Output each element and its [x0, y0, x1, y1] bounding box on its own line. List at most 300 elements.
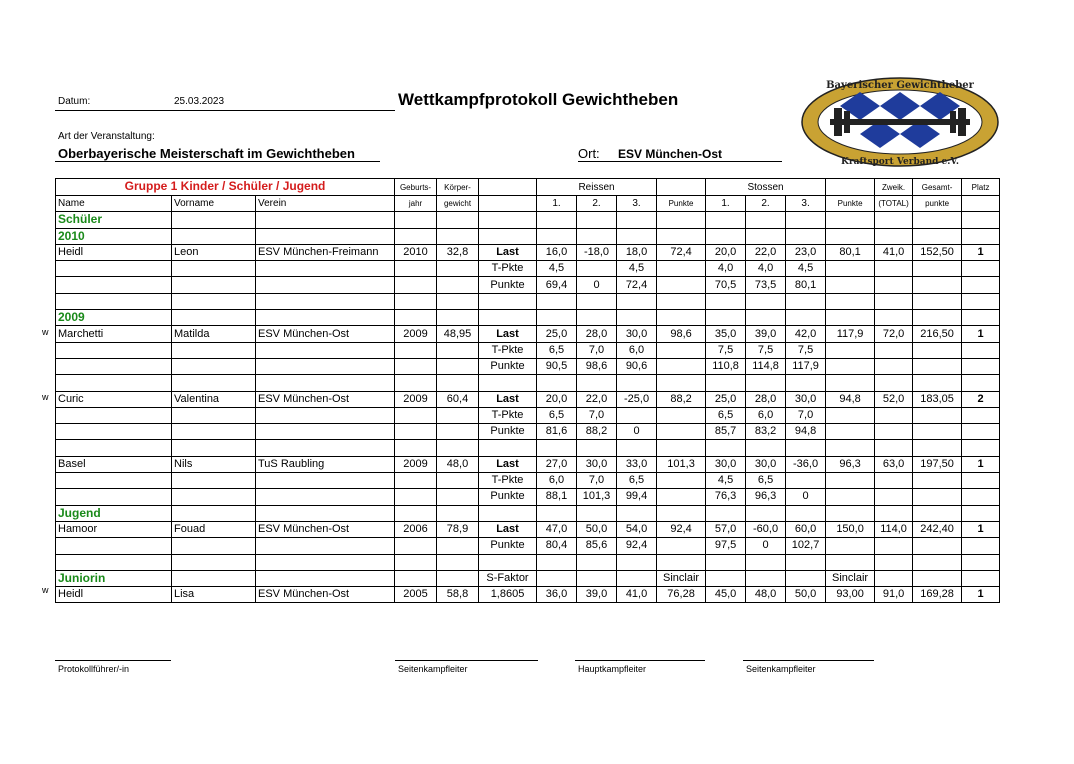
athlete-gewicht: 78,9	[437, 521, 479, 537]
reissen-attempt: -18,0	[577, 244, 617, 260]
table-cell	[746, 554, 786, 570]
reissen-attempt: 47,0	[537, 521, 577, 537]
table-cell	[657, 293, 706, 309]
table-cell	[786, 293, 826, 309]
table-cell	[962, 505, 1000, 521]
athlete-verein: ESV München-Freimann	[256, 244, 395, 260]
section-label: Jugend	[56, 505, 172, 521]
athlete-gesamt: 152,50	[913, 244, 962, 260]
table-cell	[786, 212, 826, 228]
table-cell	[962, 440, 1000, 456]
col-reissen: Reissen	[537, 179, 657, 196]
row-label-punkte: Punkte	[479, 538, 537, 554]
table-cell	[875, 424, 913, 440]
table-cell	[746, 505, 786, 521]
reissen-attempt: 25,0	[537, 326, 577, 342]
reissen-tpkte: 7,0	[577, 342, 617, 358]
athlete-vorname: Lisa	[172, 587, 256, 603]
stossen-tpkte: 7,5	[746, 342, 786, 358]
sig-line-haupt	[575, 660, 705, 661]
table-cell	[172, 554, 256, 570]
athlete-gewicht: 32,8	[437, 244, 479, 260]
reissen-punkte: 99,4	[617, 489, 657, 505]
table-cell	[537, 310, 577, 326]
table-cell	[657, 407, 706, 423]
table-cell	[395, 277, 437, 293]
table-cell	[479, 310, 537, 326]
reissen-attempt: 54,0	[617, 521, 657, 537]
stossen-attempt: 30,0	[786, 391, 826, 407]
reissen-punkte: 101,3	[657, 456, 706, 472]
table-cell	[746, 293, 786, 309]
col-gewicht: gewicht	[437, 196, 479, 212]
table-cell	[657, 342, 706, 358]
table-cell	[56, 277, 172, 293]
stossen-punkte: 117,9	[826, 326, 875, 342]
table-cell	[962, 538, 1000, 554]
reissen-attempt: 16,0	[537, 244, 577, 260]
col-s1: 1.	[706, 196, 746, 212]
stossen-punkte: 80,1	[786, 277, 826, 293]
event-name: Oberbayerische Meisterschaft im Gewichtheben	[58, 146, 355, 161]
athlete-jahr: 2009	[395, 326, 437, 342]
sub-row	[56, 277, 1000, 293]
table-cell	[56, 554, 172, 570]
stossen-punkte: 83,2	[746, 424, 786, 440]
col-r1: 1.	[537, 196, 577, 212]
athlete-vorname: Valentina	[172, 391, 256, 407]
w-marker: w	[42, 327, 49, 337]
table-cell	[537, 440, 577, 456]
athlete-verein: ESV München-Ost	[256, 587, 395, 603]
row-label-last: Last	[479, 326, 537, 342]
athlete-verein: ESV München-Ost	[256, 326, 395, 342]
table-cell	[56, 261, 172, 277]
results-body	[56, 212, 1000, 603]
table-cell	[256, 342, 395, 358]
table-cell	[577, 554, 617, 570]
stossen-punkte: 94,8	[826, 391, 875, 407]
table-cell	[962, 473, 1000, 489]
table-cell	[256, 440, 395, 456]
reissen-attempt: 30,0	[617, 326, 657, 342]
stossen-attempt: -60,0	[746, 521, 786, 537]
stossen-punkte: 85,7	[706, 424, 746, 440]
table-cell	[913, 570, 962, 586]
row-label-tpkte: T-Pkte	[479, 261, 537, 277]
table-cell	[437, 424, 479, 440]
table-cell	[786, 505, 826, 521]
table-cell	[875, 261, 913, 277]
sub-row	[56, 407, 1000, 423]
athlete-platz: 1	[962, 244, 1000, 260]
table-cell	[746, 570, 786, 586]
table-cell	[657, 440, 706, 456]
stossen-punkte: 96,3	[746, 489, 786, 505]
page-title: Wettkampfprotokoll Gewichtheben	[398, 90, 679, 109]
table-cell	[395, 212, 437, 228]
section-label: 2010	[56, 228, 172, 244]
table-cell	[786, 440, 826, 456]
table-cell	[786, 570, 826, 586]
athlete-sfaktor: 1,8605	[479, 587, 537, 603]
table-cell	[875, 407, 913, 423]
reissen-tpkte: 7,0	[577, 407, 617, 423]
table-cell	[395, 505, 437, 521]
table-cell	[913, 277, 962, 293]
section-label: 2009	[56, 310, 172, 326]
table-cell	[256, 310, 395, 326]
sig-seiten2: Seitenkampfleiter	[746, 664, 816, 674]
table-cell	[826, 554, 875, 570]
table-cell	[172, 538, 256, 554]
table-cell	[746, 228, 786, 244]
reissen-punkte: 0	[617, 424, 657, 440]
stossen-attempt: 30,0	[746, 456, 786, 472]
stossen-attempt: 50,0	[786, 587, 826, 603]
table-cell	[617, 440, 657, 456]
table-cell	[706, 212, 746, 228]
table-cell	[913, 538, 962, 554]
stossen-tpkte: 6,5	[746, 473, 786, 489]
athlete-name: Heidl	[56, 587, 172, 603]
table-cell	[962, 358, 1000, 374]
table-cell	[875, 505, 913, 521]
table-cell	[826, 310, 875, 326]
table-cell	[826, 358, 875, 374]
table-cell	[172, 293, 256, 309]
row-label-tpkte: T-Pkte	[479, 407, 537, 423]
reissen-punkte: 72,4	[617, 277, 657, 293]
reissen-tpkte: 6,0	[537, 473, 577, 489]
athlete-row	[56, 456, 1000, 472]
table-cell	[577, 570, 617, 586]
athlete-row	[56, 326, 1000, 342]
reissen-punkte: 85,6	[577, 538, 617, 554]
reissen-attempt: 39,0	[577, 587, 617, 603]
athlete-gesamt: 242,40	[913, 521, 962, 537]
stossen-punkte: 0	[746, 538, 786, 554]
stossen-attempt: 28,0	[746, 391, 786, 407]
table-cell	[962, 212, 1000, 228]
table-cell	[826, 293, 875, 309]
athlete-jahr: 2005	[395, 587, 437, 603]
reissen-punkte: 0	[577, 277, 617, 293]
table-cell	[913, 228, 962, 244]
table-cell	[437, 570, 479, 586]
athlete-verein: ESV München-Ost	[256, 391, 395, 407]
table-cell	[746, 310, 786, 326]
table-cell	[657, 505, 706, 521]
athlete-name: Curic	[56, 391, 172, 407]
results-table	[55, 178, 1000, 603]
reissen-punkte: 98,6	[577, 358, 617, 374]
date-value: 25.03.2023	[174, 96, 225, 107]
table-cell	[395, 293, 437, 309]
table-cell	[56, 293, 172, 309]
table-cell	[657, 212, 706, 228]
athlete-verein: ESV München-Ost	[256, 521, 395, 537]
stossen-tpkte: 4,0	[706, 261, 746, 277]
table-cell	[657, 538, 706, 554]
athlete-jahr: 2006	[395, 521, 437, 537]
table-cell	[479, 554, 537, 570]
table-cell	[437, 277, 479, 293]
row-label-punkte: Punkte	[479, 277, 537, 293]
table-cell	[617, 293, 657, 309]
athlete-vorname: Leon	[172, 244, 256, 260]
table-cell	[746, 440, 786, 456]
reissen-attempt: 33,0	[617, 456, 657, 472]
table-cell	[875, 489, 913, 505]
row-label-last: Last	[479, 521, 537, 537]
sub-row	[56, 358, 1000, 374]
athlete-total: 41,0	[875, 244, 913, 260]
section-row	[56, 505, 1000, 521]
table-cell	[962, 293, 1000, 309]
table-cell	[537, 375, 577, 391]
table-cell	[256, 505, 395, 521]
reissen-tpkte: 6,5	[537, 407, 577, 423]
section-row	[56, 212, 1000, 228]
table-cell	[913, 424, 962, 440]
reissen-attempt: 27,0	[537, 456, 577, 472]
stossen-attempt: 39,0	[746, 326, 786, 342]
table-cell	[617, 212, 657, 228]
row-label-punkte: Punkte	[479, 489, 537, 505]
row-label-punkte: Punkte	[479, 358, 537, 374]
table-cell	[913, 293, 962, 309]
table-cell	[56, 358, 172, 374]
table-cell	[962, 261, 1000, 277]
athlete-gesamt: 183,05	[913, 391, 962, 407]
table-cell	[437, 228, 479, 244]
col-platz: Platz	[962, 179, 1000, 196]
reissen-attempt: 50,0	[577, 521, 617, 537]
sig-seiten1: Seitenkampfleiter	[398, 664, 468, 674]
reissen-punkte: 92,4	[657, 521, 706, 537]
stossen-tpkte: 7,0	[786, 407, 826, 423]
table-cell	[56, 473, 172, 489]
table-cell	[577, 293, 617, 309]
table-cell	[172, 261, 256, 277]
empty-row	[56, 440, 1000, 456]
table-cell	[913, 473, 962, 489]
table-cell	[826, 212, 875, 228]
table-cell	[56, 342, 172, 358]
table-cell	[913, 261, 962, 277]
table-cell	[437, 407, 479, 423]
table-cell	[172, 310, 256, 326]
sub-row	[56, 538, 1000, 554]
table-cell	[962, 570, 1000, 586]
date-label: Datum:	[58, 96, 91, 107]
table-cell	[962, 277, 1000, 293]
reissen-punkte: 90,6	[617, 358, 657, 374]
table-cell	[826, 407, 875, 423]
table-cell	[479, 440, 537, 456]
athlete-platz: 1	[962, 456, 1000, 472]
logo-text-bottom: Kraftsport Verband e.V.	[841, 157, 959, 167]
table-cell	[706, 505, 746, 521]
athlete-gesamt: 216,50	[913, 326, 962, 342]
table-cell	[657, 261, 706, 277]
table-cell	[577, 212, 617, 228]
table-cell	[437, 212, 479, 228]
table-cell	[172, 473, 256, 489]
stossen-tpkte: 6,0	[746, 407, 786, 423]
athlete-jahr: 2009	[395, 456, 437, 472]
table-cell	[437, 358, 479, 374]
stossen-attempt: 57,0	[706, 521, 746, 537]
section-label: Juniorin	[56, 570, 172, 586]
reissen-punkte: 72,4	[657, 244, 706, 260]
event-underline	[55, 161, 380, 162]
reissen-punkte: 98,6	[657, 326, 706, 342]
reissen-tpkte	[577, 261, 617, 277]
table-cell	[577, 440, 617, 456]
table-cell	[962, 228, 1000, 244]
col-r-punkte: Punkte	[657, 196, 706, 212]
row-label-last: Last	[479, 244, 537, 260]
athlete-verein: TuS Raubling	[256, 456, 395, 472]
table-cell	[437, 375, 479, 391]
table-cell	[256, 375, 395, 391]
table-cell	[56, 424, 172, 440]
athlete-row	[56, 391, 1000, 407]
sig-line-seiten1	[395, 660, 538, 661]
table-cell	[913, 489, 962, 505]
table-cell	[256, 212, 395, 228]
federation-logo	[800, 76, 1000, 168]
reissen-attempt: 22,0	[577, 391, 617, 407]
table-cell	[913, 342, 962, 358]
table-cell	[56, 375, 172, 391]
sub-row	[56, 473, 1000, 489]
table-cell	[875, 310, 913, 326]
stossen-attempt: -36,0	[786, 456, 826, 472]
table-cell	[577, 505, 617, 521]
stossen-punkte: 76,3	[706, 489, 746, 505]
table-cell	[537, 554, 577, 570]
table-cell	[875, 277, 913, 293]
reissen-punkte: 88,1	[537, 489, 577, 505]
stossen-tpkte	[786, 473, 826, 489]
reissen-punkte: 90,5	[537, 358, 577, 374]
col-r3: 3.	[617, 196, 657, 212]
table-cell	[395, 310, 437, 326]
table-cell	[56, 538, 172, 554]
athlete-total: 52,0	[875, 391, 913, 407]
section-label: Schüler	[56, 212, 172, 228]
table-cell	[395, 538, 437, 554]
table-cell	[657, 277, 706, 293]
table-cell	[962, 424, 1000, 440]
table-cell	[172, 407, 256, 423]
table-cell	[657, 489, 706, 505]
athlete-gewicht: 58,8	[437, 587, 479, 603]
sig-protokoll: Protokollführer/-in	[58, 664, 130, 674]
col-verein: Verein	[256, 196, 395, 212]
table-cell	[875, 358, 913, 374]
reissen-attempt: 36,0	[537, 587, 577, 603]
table-cell	[256, 473, 395, 489]
table-cell	[256, 424, 395, 440]
table-cell	[437, 440, 479, 456]
location-underline	[578, 161, 782, 162]
table-cell	[875, 293, 913, 309]
table-cell	[826, 342, 875, 358]
table-cell	[256, 538, 395, 554]
reissen-tpkte: 4,5	[617, 261, 657, 277]
table-cell	[913, 310, 962, 326]
table-cell	[395, 261, 437, 277]
table-cell	[706, 440, 746, 456]
reissen-attempt: 41,0	[617, 587, 657, 603]
athlete-total: 72,0	[875, 326, 913, 342]
date-underline	[55, 110, 395, 111]
table-cell	[913, 407, 962, 423]
event-type-label: Art der Veranstaltung:	[58, 131, 155, 142]
table-cell	[617, 554, 657, 570]
stossen-punkte: 117,9	[786, 358, 826, 374]
sub-row	[56, 424, 1000, 440]
table-cell	[617, 228, 657, 244]
table-cell	[479, 505, 537, 521]
col-s2: 2.	[746, 196, 786, 212]
table-cell	[577, 228, 617, 244]
table-cell	[706, 375, 746, 391]
table-cell	[913, 375, 962, 391]
table-cell	[962, 407, 1000, 423]
table-cell	[395, 473, 437, 489]
stossen-tpkte: 7,5	[706, 342, 746, 358]
table-cell	[256, 570, 395, 586]
table-cell	[746, 375, 786, 391]
table-cell	[826, 424, 875, 440]
stossen-tpkte: 4,0	[746, 261, 786, 277]
table-cell	[657, 358, 706, 374]
table-cell	[395, 570, 437, 586]
table-cell	[962, 489, 1000, 505]
stossen-punkte: 150,0	[826, 521, 875, 537]
table-cell	[913, 212, 962, 228]
reissen-tpkte: 6,5	[617, 473, 657, 489]
table-cell	[826, 375, 875, 391]
sig-line-seiten2	[743, 660, 874, 661]
stossen-attempt: 48,0	[746, 587, 786, 603]
table-cell	[395, 440, 437, 456]
row-label-punkte: Punkte	[479, 424, 537, 440]
table-cell	[826, 261, 875, 277]
table-cell	[786, 228, 826, 244]
stossen-attempt: 20,0	[706, 244, 746, 260]
table-cell	[537, 570, 577, 586]
table-cell	[479, 212, 537, 228]
table-cell	[826, 440, 875, 456]
table-cell	[172, 228, 256, 244]
athlete-row	[56, 244, 1000, 260]
stossen-attempt: 25,0	[706, 391, 746, 407]
reissen-punkte: 92,4	[617, 538, 657, 554]
stossen-punkte: 114,8	[746, 358, 786, 374]
table-cell	[706, 554, 746, 570]
table-cell	[746, 212, 786, 228]
table-cell	[437, 538, 479, 554]
table-cell	[395, 424, 437, 440]
table-cell	[657, 473, 706, 489]
empty-row	[56, 554, 1000, 570]
